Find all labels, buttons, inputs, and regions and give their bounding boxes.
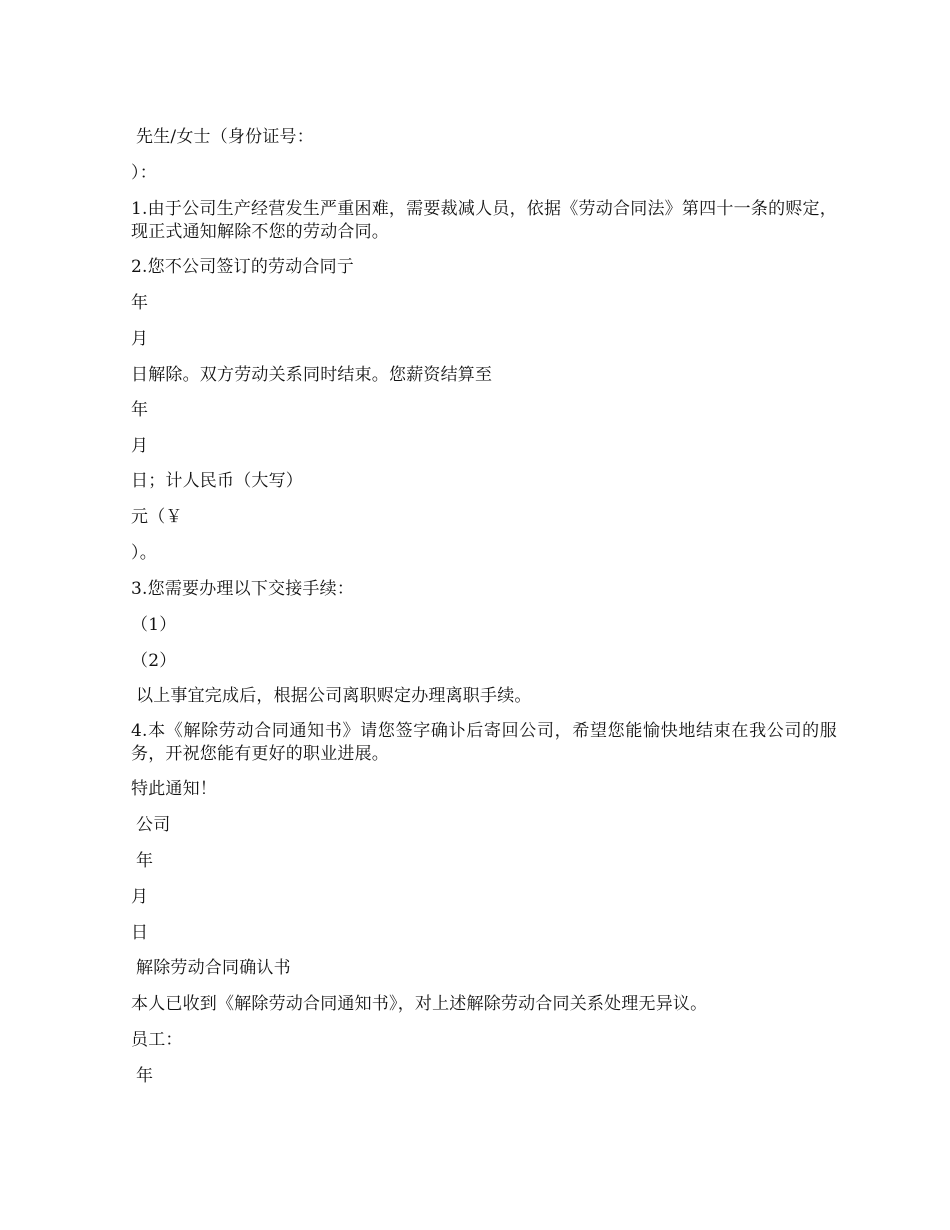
notice-close: 特此通知！ — [131, 779, 217, 799]
termination-line: 日解除。双方劳动关系同时结束。您薪资结算至 — [131, 365, 493, 385]
date-month-1: 月 — [131, 329, 149, 349]
sign-year: 年 — [136, 851, 154, 871]
salutation-line: 先生/女士（身份证号： — [136, 127, 314, 147]
amount-close-line: ）。 — [131, 543, 157, 563]
clause-1: 1.由于公司生产经营发生严重困难，需要裁减人员，依据《劳动合同法》第四十一条的赆定，现正式通知解除不您的劳动合同。 — [131, 199, 837, 242]
amount-words-line: 日；计人民币（大写） — [131, 471, 303, 491]
clause-4: 4.本《解除劳动合同通知书》请您签字确讣后寄回公司，希望您能愉快地结束在我公司的服务，开祝您能有更好的职业进展。 — [131, 721, 837, 764]
clause-3: 3.您需要办理以下交接手续： — [131, 579, 355, 599]
date-year-1: 年 — [131, 293, 149, 313]
company-signature: 公司 — [136, 815, 171, 835]
clause-2: 2.您不公司签订的劳动合同亍 — [131, 257, 355, 277]
handover-item-1: （1） — [131, 615, 177, 635]
confirmation-title: 解除劳动合同确认书 — [136, 958, 291, 978]
confirmation-text: 本人已收到《解除劳动合同通知书》，对上述解除劳动合同关系处理无异议。 — [131, 994, 708, 1014]
handover-item-2: （2） — [131, 651, 177, 671]
salutation-close: ）： — [131, 163, 157, 183]
sign-month: 月 — [131, 887, 149, 907]
handover-note: 以上事宜完成后，根据公司离职赆定办理离职手续。 — [136, 686, 532, 706]
date-month-2: 月 — [131, 436, 149, 456]
date-year-2: 年 — [131, 400, 149, 420]
sign-day: 日 — [131, 923, 149, 943]
amount-yuan-line: 元（￥ — [131, 507, 183, 527]
employee-signature: 员工： — [131, 1030, 183, 1050]
employee-sign-year: 年 — [136, 1066, 154, 1086]
